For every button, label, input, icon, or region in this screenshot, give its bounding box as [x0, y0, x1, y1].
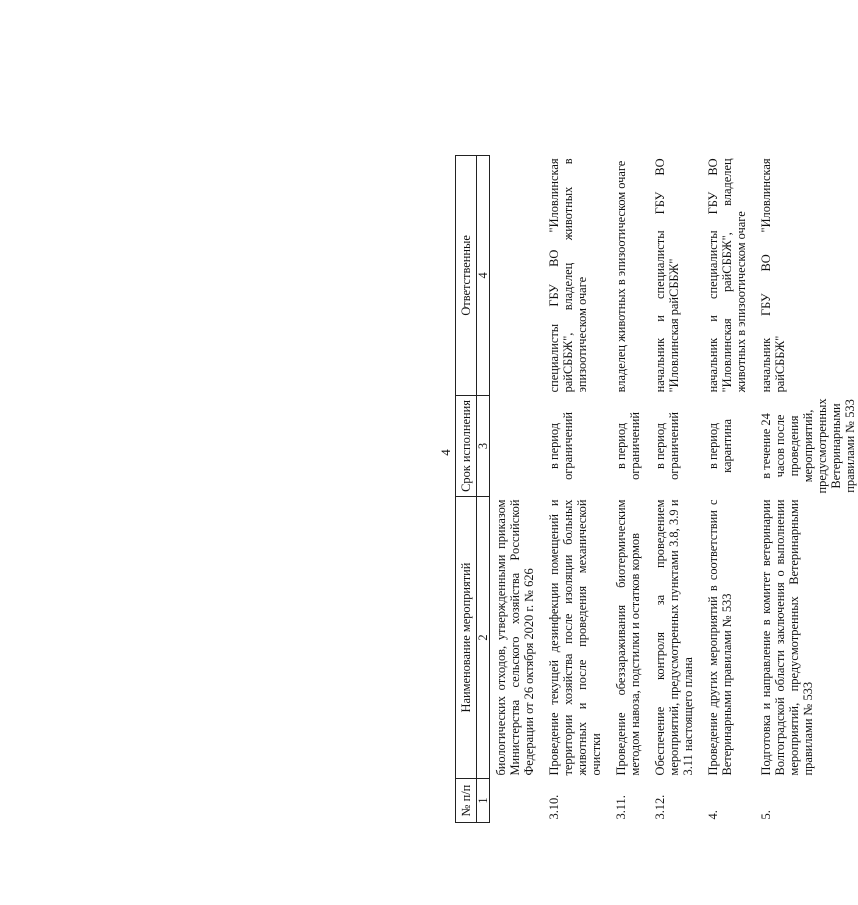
- header-term: Срок исполнения: [456, 395, 477, 496]
- row-num: 3.12.: [653, 794, 667, 820]
- row-name: Проведение других мероприятий в соответствии с Ветеринарными правилами № 533: [706, 499, 734, 776]
- row-name: Проведение текущей дезинфекции помещений и территории хозяйства после изоляции больных животных и после проведения механической очистки: [547, 499, 603, 776]
- row-num: [490, 779, 538, 823]
- row-term: [490, 395, 538, 496]
- row-name: Проведение обеззараживания биотермическим методом навоза, подстилки и остатков кормов: [614, 499, 642, 776]
- table-row: [749, 155, 858, 822]
- column-number: 2: [477, 497, 490, 779]
- row-term: в период ограничений: [614, 412, 642, 480]
- row-responsible: владелец животных в эпизоотическом очаге: [614, 160, 628, 393]
- table-header-row: [456, 155, 477, 822]
- column-number-row: [477, 155, 490, 822]
- row-name: Обеспечение контроля за проведением мероприятий, предусмотренных пунктами 3.8, 3.9 и 3.11 настоящего плана: [653, 499, 695, 776]
- row-responsible: начальник и специалисты ГБУ ВО "Иловлинская райСББЖ", владелец животных в эпизоотическом очаге: [706, 158, 748, 393]
- header-num: № п/п: [456, 779, 477, 823]
- header-name: Наименование мероприятий: [456, 497, 477, 779]
- row-responsible: специалисты ГБУ ВО "Иловлинская райСББЖ", владелец животных в эпизоотическом очаге: [547, 158, 589, 393]
- row-name: биологических отходов, утвержденными приказом Министерства сельского хозяйства Российской Федерации от 26 октября 2020 г. № 626: [494, 499, 536, 776]
- row-responsible: начальник и специалисты ГБУ ВО "Иловлинская райСББЖ": [653, 158, 681, 393]
- row-term: в течение 24 часов после проведения мероприятий, предусмотренных Ветеринарными правилами № 533: [759, 398, 857, 494]
- table-row: [696, 155, 749, 822]
- table-row: [643, 155, 696, 822]
- table-row: [490, 155, 538, 822]
- row-responsible: начальник ГБУ ВО "Иловлинская райСББЖ": [759, 158, 787, 393]
- row-term: в период ограничений: [547, 412, 575, 480]
- row-term: в период карантина: [706, 419, 734, 473]
- row-num: 5.: [759, 810, 773, 820]
- row-term: в период ограничений: [653, 412, 681, 480]
- row-num: 4.: [706, 810, 720, 820]
- measures-table: [455, 155, 858, 823]
- row-num: 3.10.: [547, 794, 561, 820]
- row-num: 3.11.: [614, 795, 628, 820]
- row-responsible: [490, 155, 538, 395]
- header-responsible: Ответственные: [456, 155, 477, 395]
- page-number: 4: [438, 449, 453, 456]
- column-number: 1: [477, 779, 490, 823]
- column-number: 3: [477, 395, 490, 496]
- column-number: 4: [477, 155, 490, 395]
- table-row: [537, 155, 604, 822]
- table-row: [604, 155, 643, 822]
- row-name: Подготовка и направление в комитет ветеринарии Волгоградской области заключения о выполнении мероприятий, предусмотренных Ветеринарными правилами № 533: [759, 499, 815, 776]
